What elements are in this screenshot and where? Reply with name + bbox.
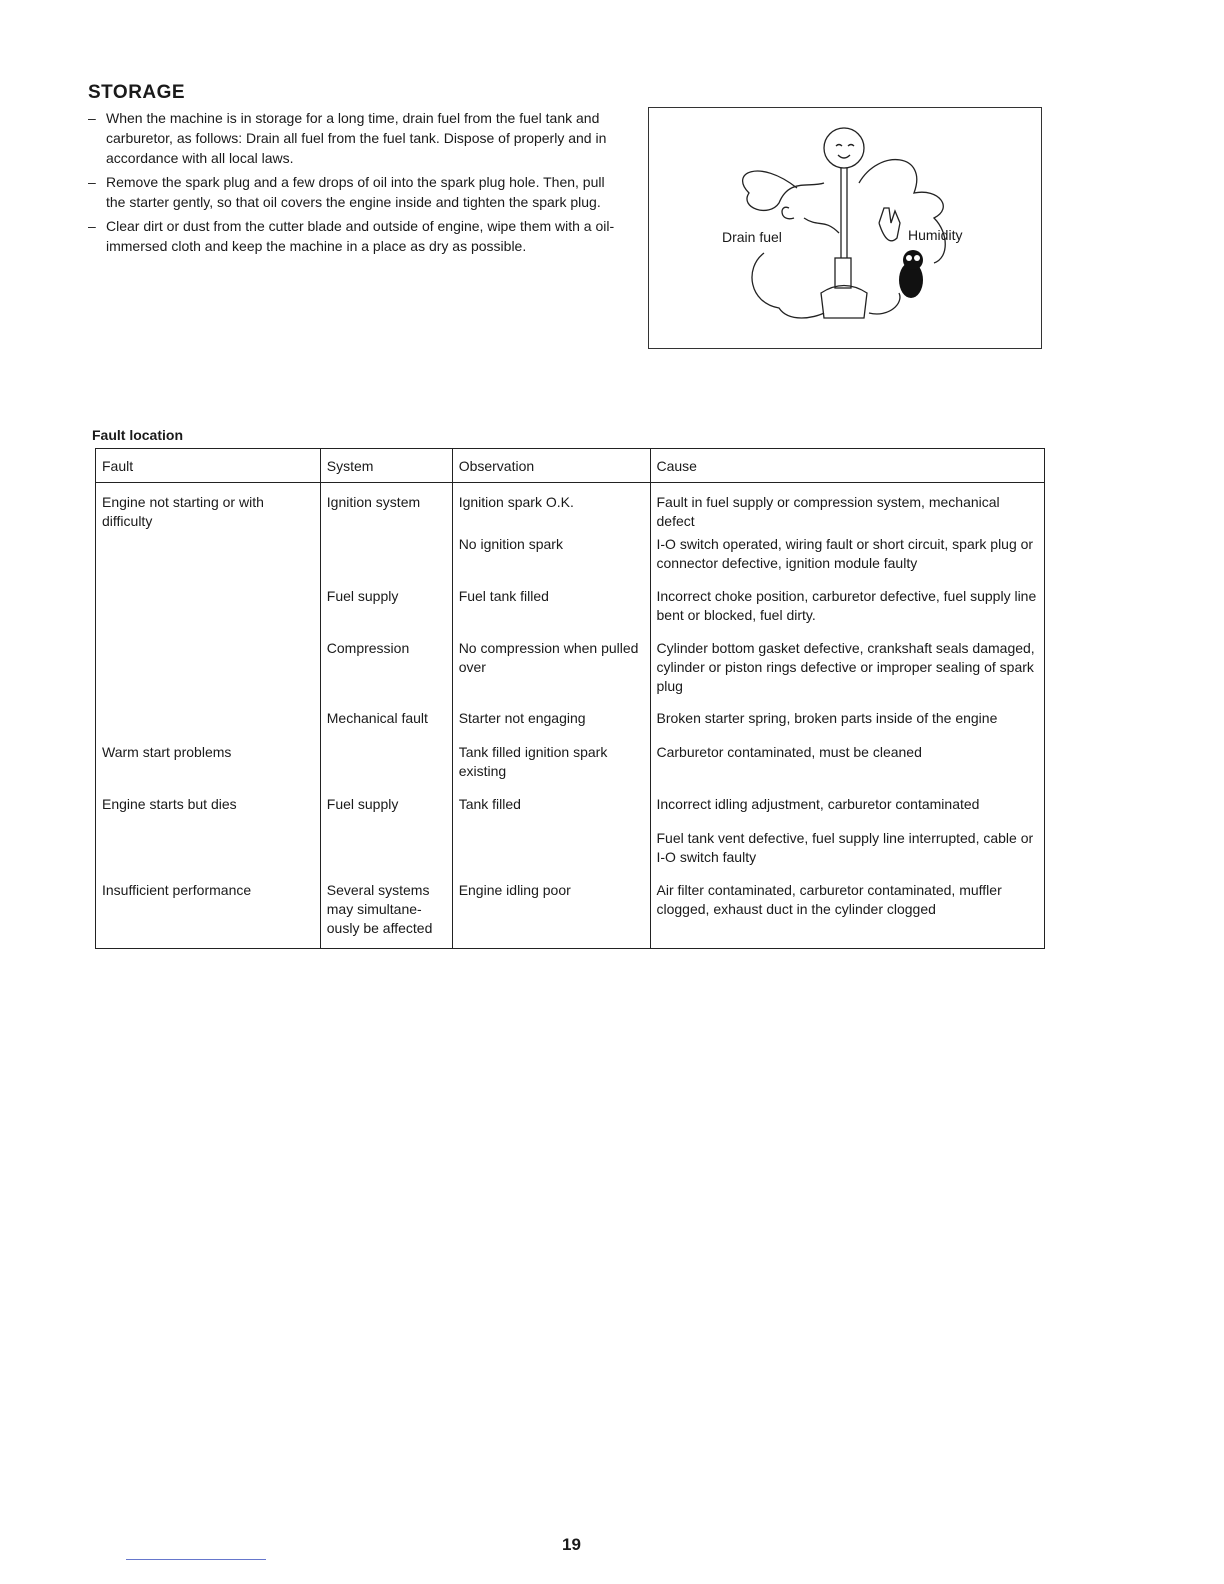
cell-fault (96, 829, 321, 881)
storage-bullet: – Clear dirt or dust from the cutter blade and outside of engine, wipe them with a oil-immersed cloth and keep the machine in a place as dry as possible. (88, 218, 615, 254)
cell-cause: Carburetor contaminated, must be cleaned (650, 743, 1045, 795)
cell-observation: No ignition spark (452, 535, 650, 587)
cell-observation: Ignition spark O.K. (452, 483, 650, 535)
cell-cause: Incorrect choke position, carburetor defective, fuel supply line bent or blocked, fuel dirty. (650, 587, 1045, 639)
cell-system: Fuel supply (320, 795, 452, 829)
cell-system: Compression (320, 639, 452, 709)
cell-system: Ignition system (320, 483, 452, 535)
table-row (96, 535, 1045, 587)
cell-cause: Incorrect idling adjustment, carburetor contaminated (650, 795, 1045, 829)
cell-fault (96, 639, 321, 709)
table-row (96, 881, 1045, 949)
cell-observation: Starter not engaging (452, 709, 650, 743)
storage-instructions (88, 108, 623, 260)
cell-observation (452, 829, 650, 881)
cell-observation: Tank filled (452, 795, 650, 829)
fault-location-table (95, 448, 1045, 949)
cell-fault (96, 587, 321, 639)
header-cause: Cause (650, 449, 1045, 483)
cell-fault: Insufficient performance (96, 881, 321, 949)
cell-system: Several systems may simultane-ously be affected (320, 881, 452, 949)
table-row (96, 483, 1045, 535)
table-row (96, 743, 1045, 795)
cell-cause: Broken starter spring, broken parts inside of the engine (650, 709, 1045, 743)
footer-rule (126, 1559, 266, 1560)
cell-fault (96, 535, 321, 587)
drain-fuel-label: Drain fuel (722, 229, 782, 245)
header-observation: Observation (452, 449, 650, 483)
cell-cause: Fuel tank vent defective, fuel supply line interrupted, cable or I-O switch faulty (650, 829, 1045, 881)
cell-cause: I-O switch operated, wiring fault or short circuit, spark plug or connector defective, ignition module faulty (650, 535, 1045, 587)
cell-fault: Engine not starting or with difficulty (96, 483, 321, 535)
cell-fault: Engine starts but dies (96, 795, 321, 829)
cell-cause: Fault in fuel supply or compression system, mechanical defect (650, 483, 1045, 535)
page-number: 19 (562, 1535, 581, 1554)
cell-cause: Cylinder bottom gasket defective, crankshaft seals damaged, cylinder or piston rings defective or improper sealing of spark plug (650, 639, 1045, 709)
cell-system: Mechanical fault (320, 709, 452, 743)
humidity-label: Humidity (908, 227, 963, 243)
cell-fault: Warm start problems (96, 743, 321, 795)
cell-system (320, 829, 452, 881)
cell-system (320, 535, 452, 587)
cell-observation: Engine idling poor (452, 881, 650, 949)
cell-system: Fuel supply (320, 587, 452, 639)
storage-bullet: – Remove the spark plug and a few drops of oil into the spark plug hole. Then, pull the starter gently, so that oil covers the engine inside and tighten the spark plug. (88, 174, 605, 210)
cell-system (320, 743, 452, 795)
table-row (96, 829, 1045, 881)
table-row (96, 709, 1045, 743)
fault-location-heading: Fault location (92, 427, 183, 443)
storage-illustration (648, 107, 1042, 349)
storage-heading: STORAGE (88, 82, 186, 103)
table-row (96, 639, 1045, 709)
cell-observation: Tank filled ignition spark existing (452, 743, 650, 795)
trimmer-storage-drawing (649, 108, 1041, 348)
cell-fault (96, 709, 321, 743)
cell-observation: Fuel tank filled (452, 587, 650, 639)
header-fault: Fault (96, 449, 321, 483)
table-header-row (96, 449, 1045, 483)
table-row (96, 587, 1045, 639)
header-system: System (320, 449, 452, 483)
table-row (96, 795, 1045, 829)
cell-observation: No compression when pulled over (452, 639, 650, 709)
storage-bullet: – When the machine is in storage for a long time, drain fuel from the fuel tank and carburetor, as follows: Drain all fuel from the fuel tank. Dispose of properly and in accordance with all local laws. (88, 110, 607, 166)
cell-cause: Air filter contaminated, carburetor contaminated, muffler clogged, exhaust duct in the cylinder clogged (650, 881, 1045, 949)
